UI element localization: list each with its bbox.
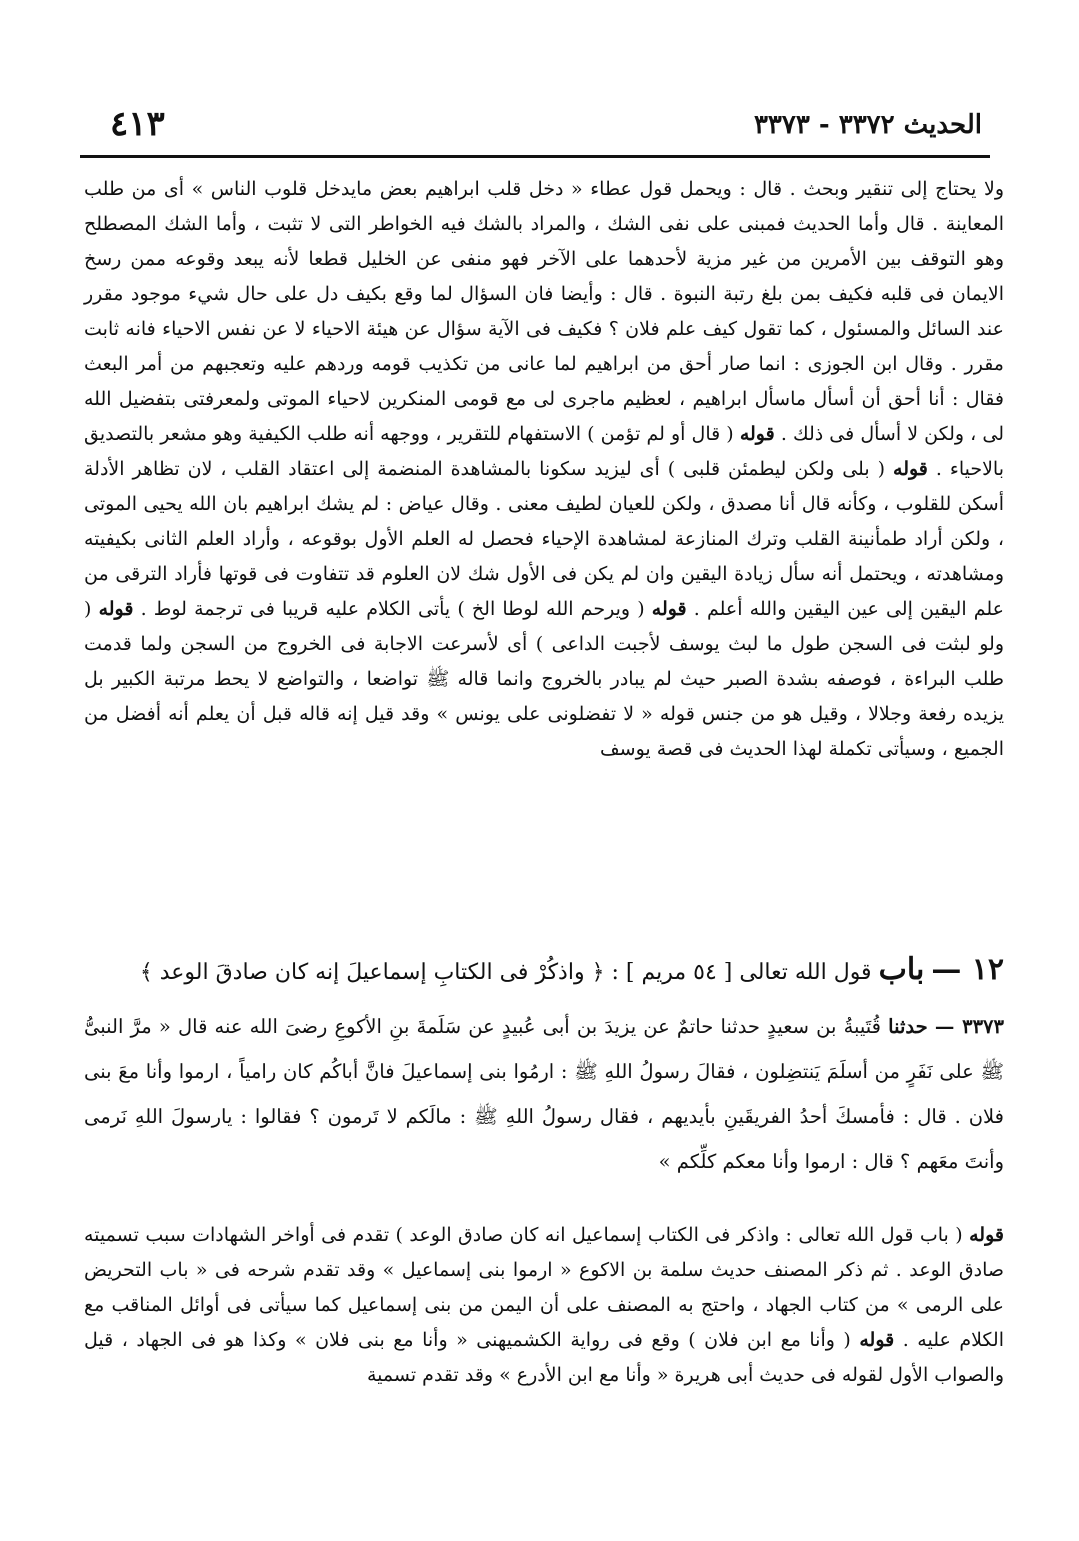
hadith-text: [84, 1004, 1004, 1188]
commentary-text: ( ويرحم الله لوطا الخ ) يأتى الكلام عليه قريبا فى ترجمة لوط .: [140, 598, 645, 620]
header-rule: [80, 155, 990, 158]
commentary-paragraph: [84, 172, 1004, 767]
chapter-heading: [84, 948, 1004, 996]
commentary-section-1: [84, 172, 1004, 942]
commentary-section-2: [84, 1218, 1004, 1458]
hadith-body: قُتَيبةُ بن سعيدٍ حدثنا حاتمٌ عن يزيدَ بن أبى عُبيدٍ عن سَلَمةَ بنِ الأكوعِ رضىَ الله عنه قال « مرَّ النبىُّ ﷺ على نَفَرٍ من أسلَمَ يَنتضِلون ، فقالَ رسولُ اللهِ ﷺ : ارمُوا بنى إسماعيلَ فانَّ أباكُم كان رامياً ، ارموا وأنا معَ بنى فلان . قال : فأمسكَ أحدُ الفريقَينِ بأيديهم ، فقال رسولُ اللهِ ﷺ : مالَكم لا تَرمون ؟ فقالوا : يارسولَ اللهِ نَرمى وأنتَ معَهم ؟ قال : ارموا وأنا معكم كلِّكم »: [84, 1015, 1004, 1173]
qawluhu-marker: قوله: [651, 598, 687, 620]
hadith-number: ٣٣٧٣ —: [934, 1015, 1005, 1038]
qawluhu-marker: قوله: [859, 1329, 895, 1351]
qawluhu-marker: قوله: [98, 598, 134, 620]
commentary-paragraph: [84, 1218, 1004, 1393]
commentary-text: ( قال أو لم تؤمن ) الاستفهام للتقرير ، ووجهه أنه طلب الكيفية وهو مشعر بالتصديق بالاحياء .: [84, 423, 1005, 480]
qawluhu-marker: قوله: [969, 1224, 1004, 1246]
running-title: الحديث ٣٣٧٢ - ٣٣٧٣: [753, 110, 982, 140]
qawluhu-marker: قوله: [739, 423, 775, 445]
haddathana-marker: حدثنا: [888, 1015, 928, 1038]
commentary-text: ( وأنا مع ابن فلان ) وقع فى رواية الكشميهنى « وأنا مع بنى فلان » وكذا هو فى الجهاد ، قيل والصواب الأول لقوله فى حديث أبى هريرة « وأنا مع ابن الأدرع » وقد تقدم تسمية: [84, 1329, 1004, 1386]
chapter-bab-word: باب: [878, 952, 925, 987]
chapter-number: ١٢ —: [931, 952, 1004, 987]
chapter-title: قول الله تعالى [ ٥٤ مريم ] : ﴿ واذكُرْ فى الكتابِ إسماعيلَ إنه كان صادقَ الوعد ﴾: [139, 960, 872, 985]
commentary-text: ( ولو لبثت فى السجن طول ما لبث يوسف لأجبت الداعى ) أى لأسرعت الاجابة فى الخروج من السجن ولما قدمت طلب البراءة ، فوصفه بشدة الصبر حيث لم يبادر بالخروج وانما قاله ﷺ تواضعا ، والتواضع لا يحط مرتبة الكبير بل يزيده رفعة وجلالا ، وقيل هو من جنس قوله « لا تفضلونى على يونس » وقد قيل إنه قاله قبل أن يعلم أنه أفضل من الجميع ، وسيأتى تكملة لهذا الحديث فى قصة يوسف: [84, 598, 1004, 760]
commentary-text: ( بلى ولكن ليطمئن قلبى ) أى ليزيد سكونا بالمشاهدة المنضمة إلى اعتقاد القلب ، لان تظاهر الأدلة أسكن للقلوب ، وكأنه قال أنا مصدق ، ولكن للعيان لطيف معنى . وقال عياض : لم يشك ابراهيم بان الله يحيى الموتى ، ولكن أراد طمأنينة القلب وترك المنازعة لمشاهدة الإحياء فحصل له العلم الأول بوقوعه ، وأراد العلم الثانى بكيفيته ومشاهدته ، ويحتمل أنه سأل زيادة اليقين وان لم يكن فى الأول شك لان العلوم قد تتفاوت فى قوتها فأراد الترقى من علم اليقين إلى عين اليقين والله أعلم .: [84, 458, 1005, 620]
commentary-text: ( باب قول الله تعالى : واذكر فى الكتاب إسماعيل انه كان صادق الوعد ) تقدم فى أواخر الشهادات سبب تسميته صادق الوعد . ثم ذكر المصنف حديث سلمة بن الاكوع « ارموا بنى إسماعيل » وقد تقدم شرحه فى « باب التحريض على الرمى » من كتاب الجهاد ، واحتج به المصنف على أن اليمن من بنى إسماعيل كما سيأتى فى أوائل المناقب مع الكلام عليه .: [84, 1224, 1004, 1351]
commentary-text: ولا يحتاج إلى تنقير وبحث . قال : ويحمل قول عطاء « دخل قلب ابراهيم بعض مايدخل قلوب الناس » أى من طلب المعاينة . قال وأما الحديث فمبنى على نفى الشك ، والمراد بالشك فيه الخواطر التى لا تثبت ، وأما الشك المصطلح وهو التوقف بين الأمرين من غير مزية لأحدهما على الآخر فهو منفى عن الخليل قطعا لأنه يبعد وقوعه ممن رسخ الايمان فى قلبه فكيف بمن بلغ رتبة النبوة . قال : وأيضا فان السؤال لما وقع بكيف دل على حال شيء موجود مقرر عند السائل والمسئول ، كما تقول كيف علم فلان ؟ فكيف فى الآية سؤال عن هيئة الاحياء لا عن نفس الاحياء فانه ثابت مقرر . وقال ابن الجوزى : انما صار أحق من ابراهيم لما عانى من تكذيب قومه وردهم عليه وتعجبهم من أمر البعث فقال : أنا أحق أن أسأل ماسأل ابراهيم ، لعظيم ماجرى لى مع قومى المنكرين لاحياء الموتى ولمعرفتى بتفضيل الله لى ، ولكن لا أسأل فى ذلك .: [84, 178, 1005, 445]
page-header: [80, 100, 990, 158]
page-number: ٤١٣: [110, 104, 165, 144]
qawluhu-marker: قوله: [893, 458, 928, 480]
